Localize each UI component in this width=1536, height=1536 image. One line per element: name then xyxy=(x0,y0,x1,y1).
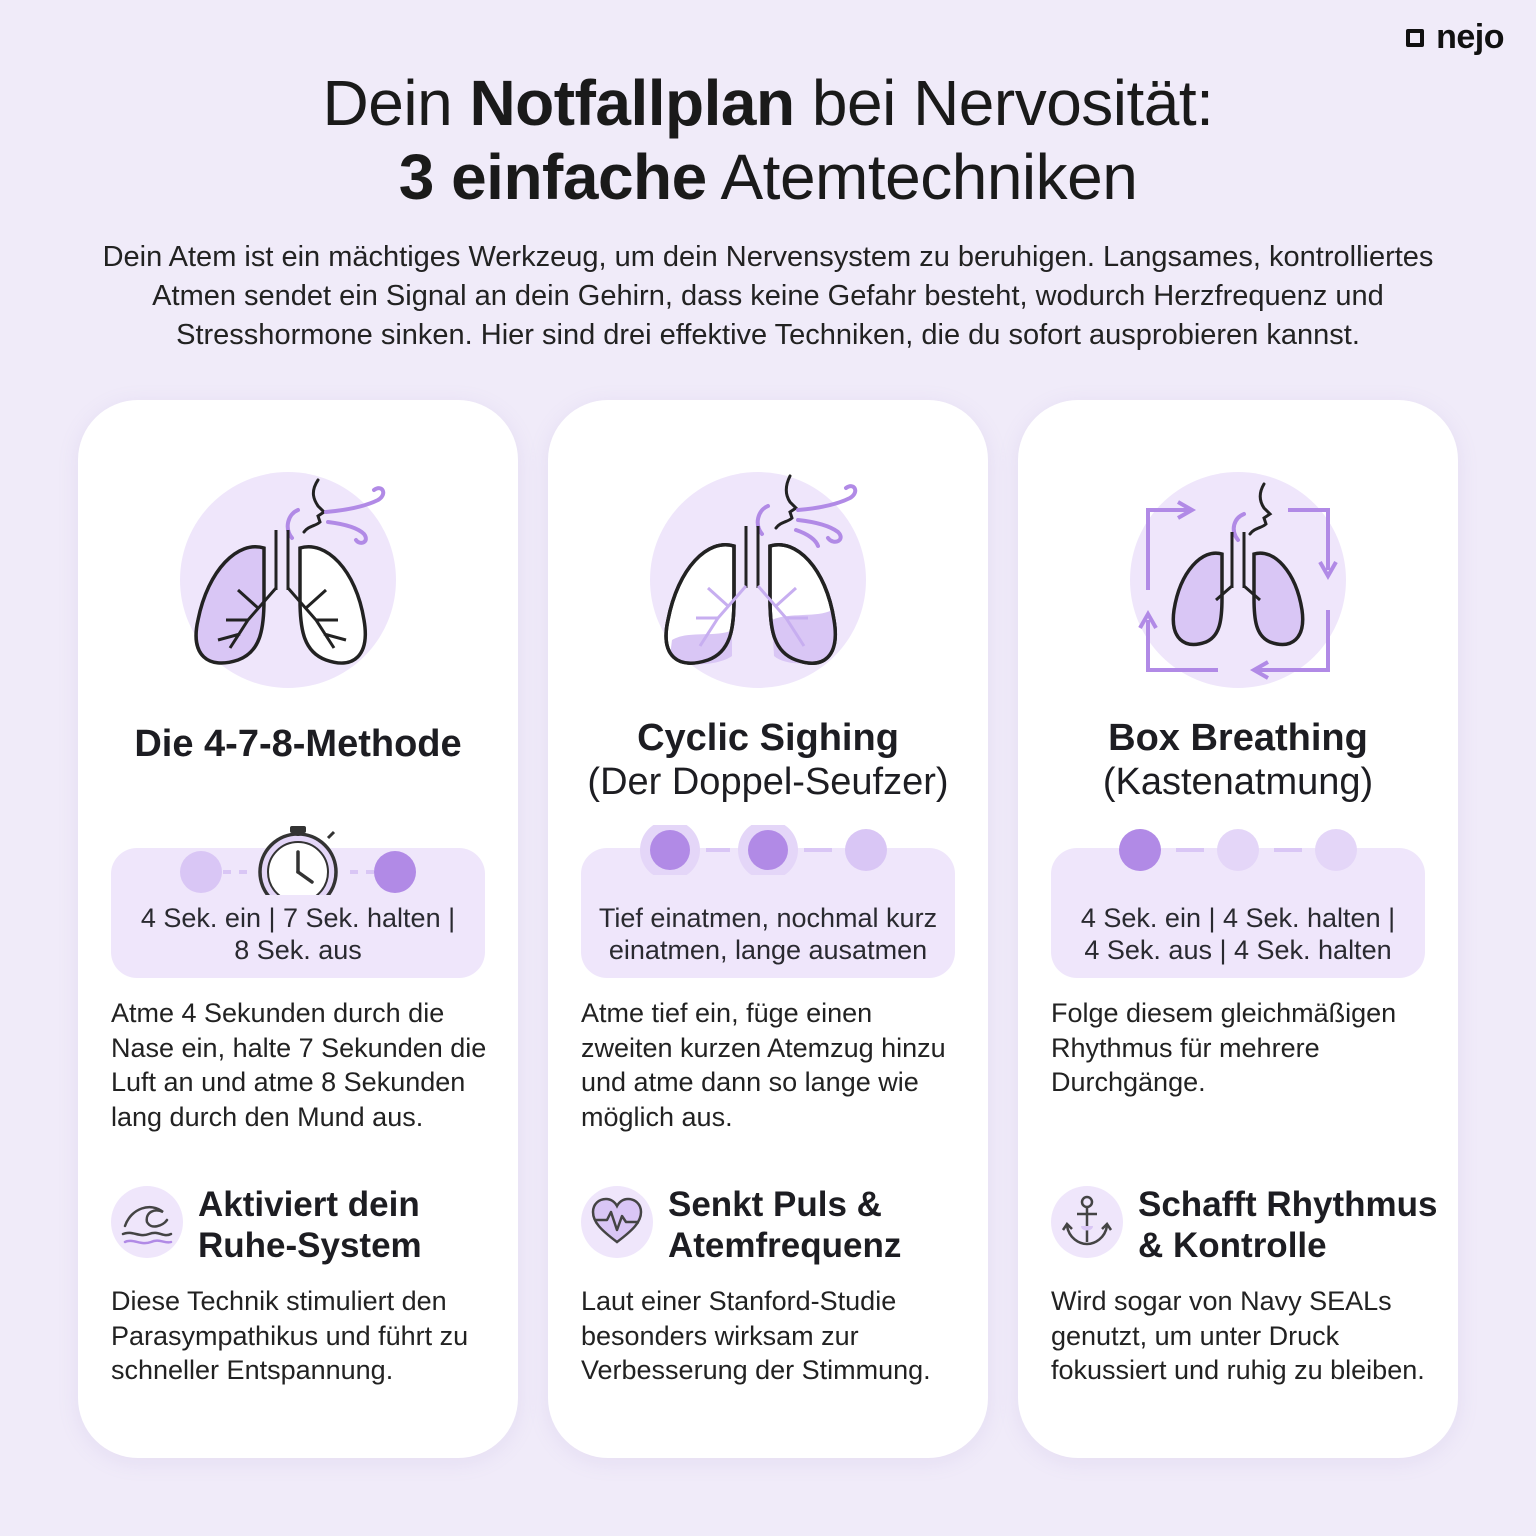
brand-logo xyxy=(1406,18,1504,57)
timing-text: Tief einatmen, nochmal kurz einatmen, lange ausatmen xyxy=(598,903,938,965)
title-line1-pre: Dein xyxy=(322,67,470,139)
title-line2-post: Atemtechniken xyxy=(706,141,1138,213)
technique-card-box-breathing xyxy=(1018,400,1458,1458)
benefit-title: Aktiviert dein Ruhe-System xyxy=(198,1185,422,1265)
benefit-title: Senkt Puls & Atemfrequenz xyxy=(668,1185,902,1265)
benefit-text: Diese Technik stimuliert den Parasympathikus und führt zu schneller Entspannung. xyxy=(111,1286,469,1385)
step-dot xyxy=(1119,829,1161,871)
benefit-icon-wrap xyxy=(111,1186,183,1258)
title-line-1 xyxy=(0,66,1536,140)
card-title xyxy=(548,716,988,804)
title-line1-bold: Notfallplan xyxy=(469,67,795,139)
card-description: Folge diesem gleichmäßigen Rhythmus für mehrere Durchgänge. xyxy=(1051,998,1397,1097)
benefit-icon-wrap xyxy=(581,1186,653,1258)
benefit-text: Wird sogar von Navy SEALs genutzt, um unter Druck fokussiert und ruhig zu bleiben. xyxy=(1051,1286,1425,1385)
card-title xyxy=(1018,716,1458,804)
step-dot xyxy=(650,830,690,870)
breath-step-track xyxy=(548,825,988,875)
title-line2-bold: 3 einfache xyxy=(398,141,707,213)
card-description: Atme tief ein, füge einen zweiten kurzen Atemzug hinzu und atme dann so lange wie möglich aus. xyxy=(581,998,946,1132)
step-dot xyxy=(1217,829,1259,871)
wave-icon xyxy=(111,1186,183,1258)
step-dot xyxy=(845,829,887,871)
card-description: Atme 4 Sekunden durch die Nase ein, halte 7 Sekunden die Luft an und atme 8 Sekunden lang durch den Mund aus. xyxy=(111,998,487,1132)
intro-text: Dein Atem ist ein mächtiges Werkzeug, um dein Nervensystem zu beruhigen. Langsames, kontrolliertes Atmen sendet ein Signal an dein Gehirn, dass keine Gefahr besteht, wodurch Herzfrequenz und Stresshormone sinken. Hier sind drei effektive Techniken, die du sofort ausprobieren kannst. xyxy=(102,241,1434,351)
lungs-sigh-icon xyxy=(638,470,898,710)
step-dot xyxy=(1315,829,1357,871)
title-line1-post: bei Nervosität: xyxy=(794,67,1214,139)
logo-square-icon xyxy=(1406,29,1424,47)
benefit-text: Laut einer Stanford-Studie besonders wirksam zur Verbesserung der Stimmung. xyxy=(581,1286,931,1385)
card-title-main: Die 4-7-8-Methode xyxy=(134,723,462,765)
technique-card-cyclic-sighing xyxy=(548,400,988,1458)
title-line-2 xyxy=(0,140,1536,214)
anchor-icon xyxy=(1051,1186,1123,1258)
benefit-title: Schafft Rhythmus & Kontrolle xyxy=(1138,1185,1438,1265)
benefit-icon-wrap xyxy=(1051,1186,1123,1258)
stopwatch-icon xyxy=(260,826,336,895)
step-dot xyxy=(748,830,788,870)
heart-pulse-icon xyxy=(581,1186,653,1258)
step-dot xyxy=(180,851,222,893)
card-title xyxy=(78,722,518,766)
breath-step-track xyxy=(78,795,518,895)
brand-name: nejo xyxy=(1436,18,1504,56)
technique-card-478 xyxy=(78,400,518,1458)
card-subtitle: (Der Doppel-Seufzer) xyxy=(587,761,949,803)
breath-step-track xyxy=(1018,825,1458,875)
lungs-box-cycle-icon xyxy=(1108,470,1368,710)
lungs-exhale-icon xyxy=(168,470,428,710)
card-title-main: Cyclic Sighing xyxy=(637,717,899,759)
card-subtitle: (Kastenatmung) xyxy=(1102,761,1374,803)
card-title-main: Box Breathing xyxy=(1108,717,1368,759)
timing-text: 4 Sek. ein | 4 Sek. halten | 4 Sek. aus | 4 Sek. halten xyxy=(1080,903,1396,965)
step-dot xyxy=(374,851,416,893)
page-title xyxy=(0,66,1536,214)
timing-text: 4 Sek. ein | 7 Sek. halten | 8 Sek. aus xyxy=(140,903,456,965)
